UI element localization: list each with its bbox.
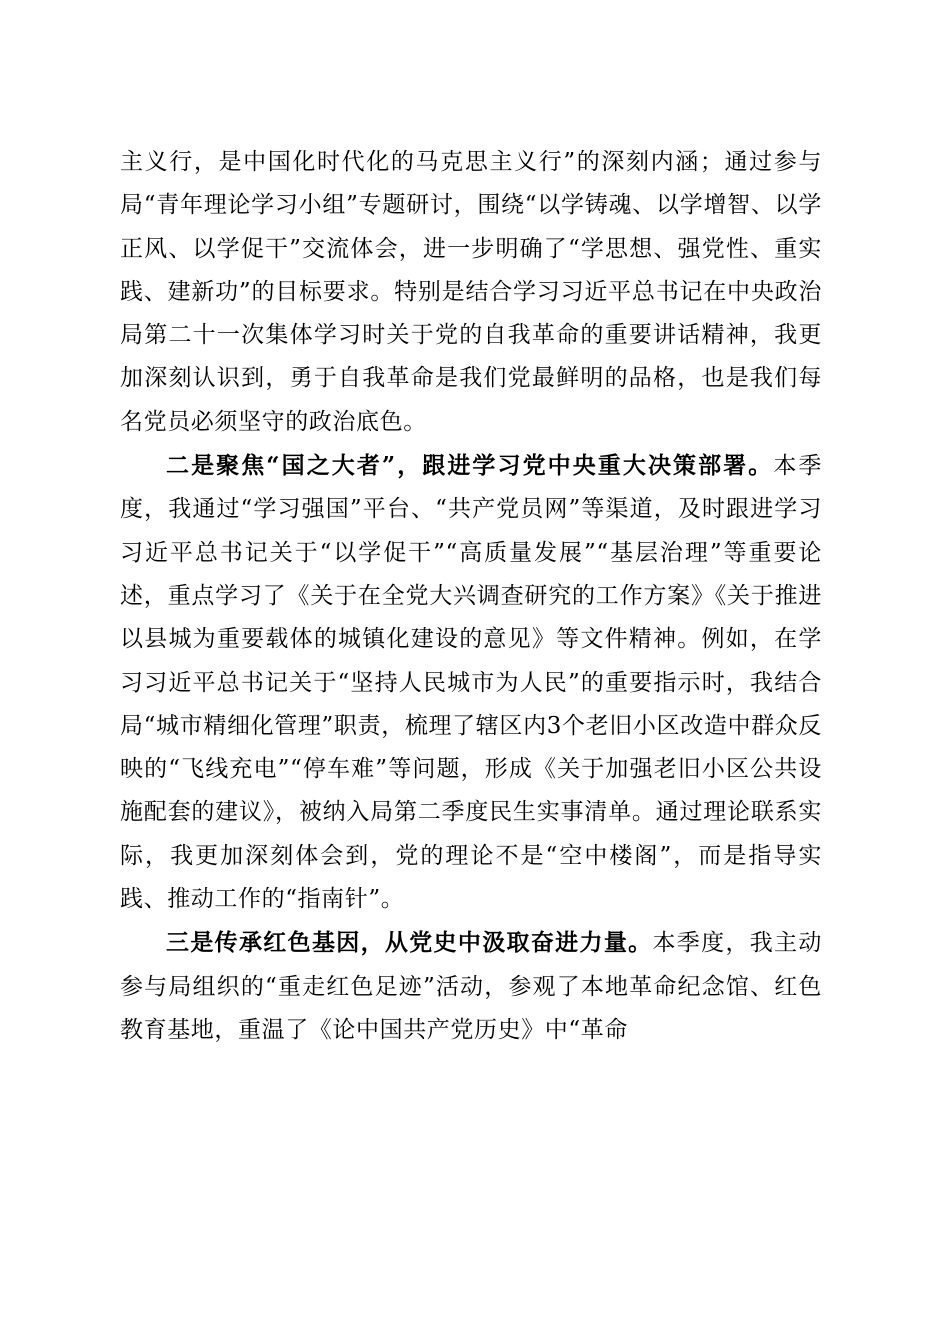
- paragraph-point-three: [120, 921, 822, 1052]
- body-text: [120, 141, 822, 1052]
- paragraph-continued: [120, 141, 822, 444]
- paragraph-text: 主义行，是中国化时代化的马克思主义行”的深刻内涵；通过参与局“青年理论学习小组”专题研讨，围绕“以学铸魂、以学增智、以学正风、以学促干”交流体会，进一步明确了“学思想、强党性、重实践、建新功”的目标要求。特别是结合学习习近平总书记在中央政治局第二十一次集体学习时关于党的自我革命的重要讲话精神，我更加深刻认识到，勇于自我革命是我们党最鲜明的品格，也是我们每名党员必须坚守的政治底色。: [120, 149, 822, 435]
- paragraph-lead: 三是传承红色基因，从党史中汲取奋进力量。: [166, 929, 653, 957]
- paragraph-text: 本季度，我主动参与局组织的“重走红色足迹”活动，参观了本地革命纪念馆、红色教育基地，重温了《论中国共产党历史》中“革命: [120, 930, 823, 1043]
- paragraph-lead: 二是聚焦“国之大者”，跟进学习党中央重大决策部署。: [166, 452, 774, 480]
- paragraph-point-two: [120, 444, 822, 921]
- paragraph-text: 本季度，我通过“学习强国”平台、“共产党员网”等渠道，及时跟进学习习近平总书记关于“以学促干”“高质量发展”“基层治理”等重要论述，重点学习了《关于在全党大兴调查研究的工作方案》《关于推进以县城为重要载体的城镇化建设的意见》等文件精神。例如，在学习习近平总书记关于“坚持人民城市为人民”的重要指示时，我结合局“城市精细化管理”职责，梳理了辖区内3个老旧小区改造中群众反映的“飞线充电”“停车难”等问题，形成《关于加强老旧小区公共设施配套的建议》，被纳入局第二季度民生实事清单。通过理论联系实际，我更加深刻体会到，党的理论不是“空中楼阁”，而是指导实践、推动工作的“指南针”。: [120, 453, 823, 913]
